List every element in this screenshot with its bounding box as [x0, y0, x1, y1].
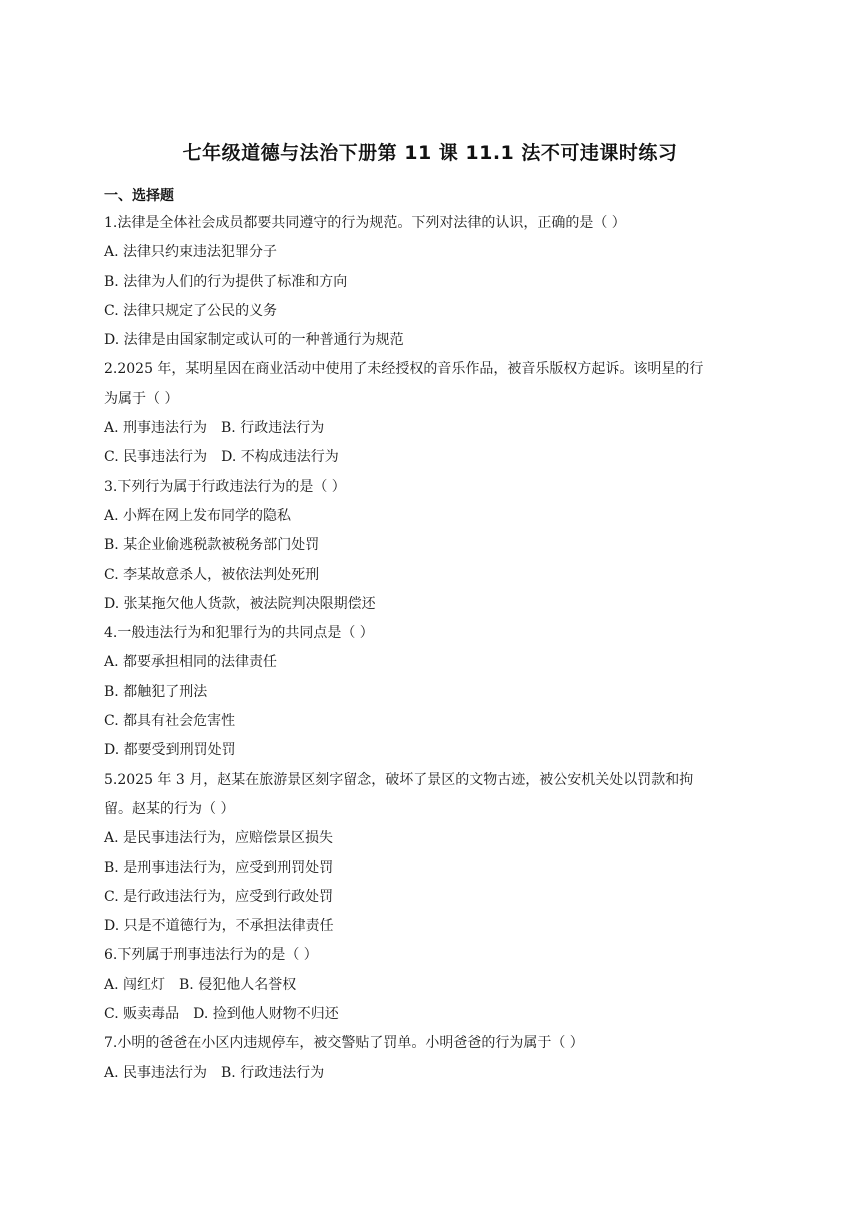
question-stem: 6.下列属于刑事违法行为的是（ ） [104, 947, 318, 964]
option-row [104, 561, 764, 590]
question-7 [104, 1029, 764, 1088]
answer-option: D. 张某拖欠他人货款，被法院判决限期偿还 [104, 595, 376, 612]
section-heading: 一、选择题 [104, 188, 174, 204]
answer-option: C. 法律只规定了公民的义务 [104, 302, 278, 319]
answer-option: A. 小辉在网上发布同学的隐私 [104, 507, 292, 524]
question-5 [104, 766, 764, 942]
question-stem: 5.2025 年 3 月，赵某在旅游景区刻字留念，破坏了景区的文物古迹，被公安机关处以罚款和拘 [104, 771, 694, 788]
answer-option: B. 都触犯了刑法 [104, 683, 208, 700]
answer-option: B. 是刑事违法行为，应受到刑罚处罚 [104, 859, 334, 876]
option-row [104, 824, 764, 853]
question-4 [104, 619, 764, 765]
question-stem: 留。赵某的行为（ ） [104, 800, 235, 817]
answer-option: C. 都具有社会危害性 [104, 713, 236, 730]
answer-option: B. 行政违法行为 [221, 420, 325, 437]
question-stem: 为属于（ ） [104, 390, 179, 407]
answer-option: A. 民事违法行为 [104, 1064, 208, 1081]
answer-option: A. 都要承担相同的法律责任 [104, 654, 278, 671]
option-row [104, 736, 764, 765]
answer-option: D. 只是不道德行为，不承担法律责任 [104, 918, 334, 935]
option-row [104, 326, 764, 355]
answer-option: B. 侵犯他人名誉权 [179, 976, 297, 993]
option-row [104, 1000, 764, 1029]
option-row [104, 268, 764, 297]
answer-option: A. 法律只约束违法犯罪分子 [104, 244, 278, 261]
option-row [104, 414, 764, 443]
option-row [104, 238, 764, 267]
option-row [104, 883, 764, 912]
answer-option: C. 贩卖毒品 [104, 1006, 180, 1023]
option-row [104, 912, 764, 941]
answer-option: D. 法律是由国家制定或认可的一种普通行为规范 [104, 332, 404, 349]
answer-option: B. 行政违法行为 [221, 1064, 325, 1081]
option-row [104, 590, 764, 619]
question-2 [104, 355, 764, 472]
question-stem: 2.2025 年，某明星因在商业活动中使用了未经授权的音乐作品，被音乐版权方起诉。该明星的行 [104, 361, 704, 378]
question-stem: 7.小明的爸爸在小区内违规停车，被交警贴了罚单。小明爸爸的行为属于（ ） [104, 1035, 584, 1052]
answer-option: D. 不构成违法行为 [221, 449, 339, 466]
question-stem: 1.法律是全体社会成员都要共同遵守的行为规范。下列对法律的认识，正确的是（ ） [104, 215, 626, 231]
answer-option: C. 民事违法行为 [104, 449, 208, 466]
answer-option: D. 都要受到刑罚处罚 [104, 742, 236, 759]
answer-option: D. 捡到他人财物不归还 [193, 1006, 339, 1023]
option-row [104, 971, 764, 1000]
question-stem: 3.下列行为属于行政违法行为的是（ ） [104, 478, 346, 495]
question-3 [104, 473, 764, 619]
option-row [104, 531, 764, 560]
answer-option: C. 李某故意杀人，被依法判处死刑 [104, 566, 320, 583]
answer-option: B. 某企业偷逃税款被税务部门处罚 [104, 537, 320, 554]
answer-option: A. 是民事违法行为，应赔偿景区损失 [104, 830, 334, 847]
answer-option: C. 是行政违法行为，应受到行政处罚 [104, 888, 334, 905]
answer-option: B. 法律为人们的行为提供了标准和方向 [104, 273, 348, 290]
option-row [104, 648, 764, 677]
page-title: 七年级道德与法治下册第 11 课 11.1 法不可违课时练习 [182, 142, 678, 164]
option-row [104, 854, 764, 883]
option-row [104, 678, 764, 707]
option-row [104, 502, 764, 531]
question-6 [104, 941, 764, 1029]
option-row [104, 297, 764, 326]
question-stem: 4.一般违法行为和犯罪行为的共同点是（ ） [104, 625, 374, 642]
option-row [104, 1059, 764, 1088]
option-row [104, 443, 764, 472]
question-1 [104, 209, 764, 355]
answer-option: A. 刑事违法行为 [104, 420, 208, 437]
answer-option: A. 闯红灯 [104, 976, 166, 993]
option-row [104, 707, 764, 736]
question-list [104, 209, 764, 1088]
